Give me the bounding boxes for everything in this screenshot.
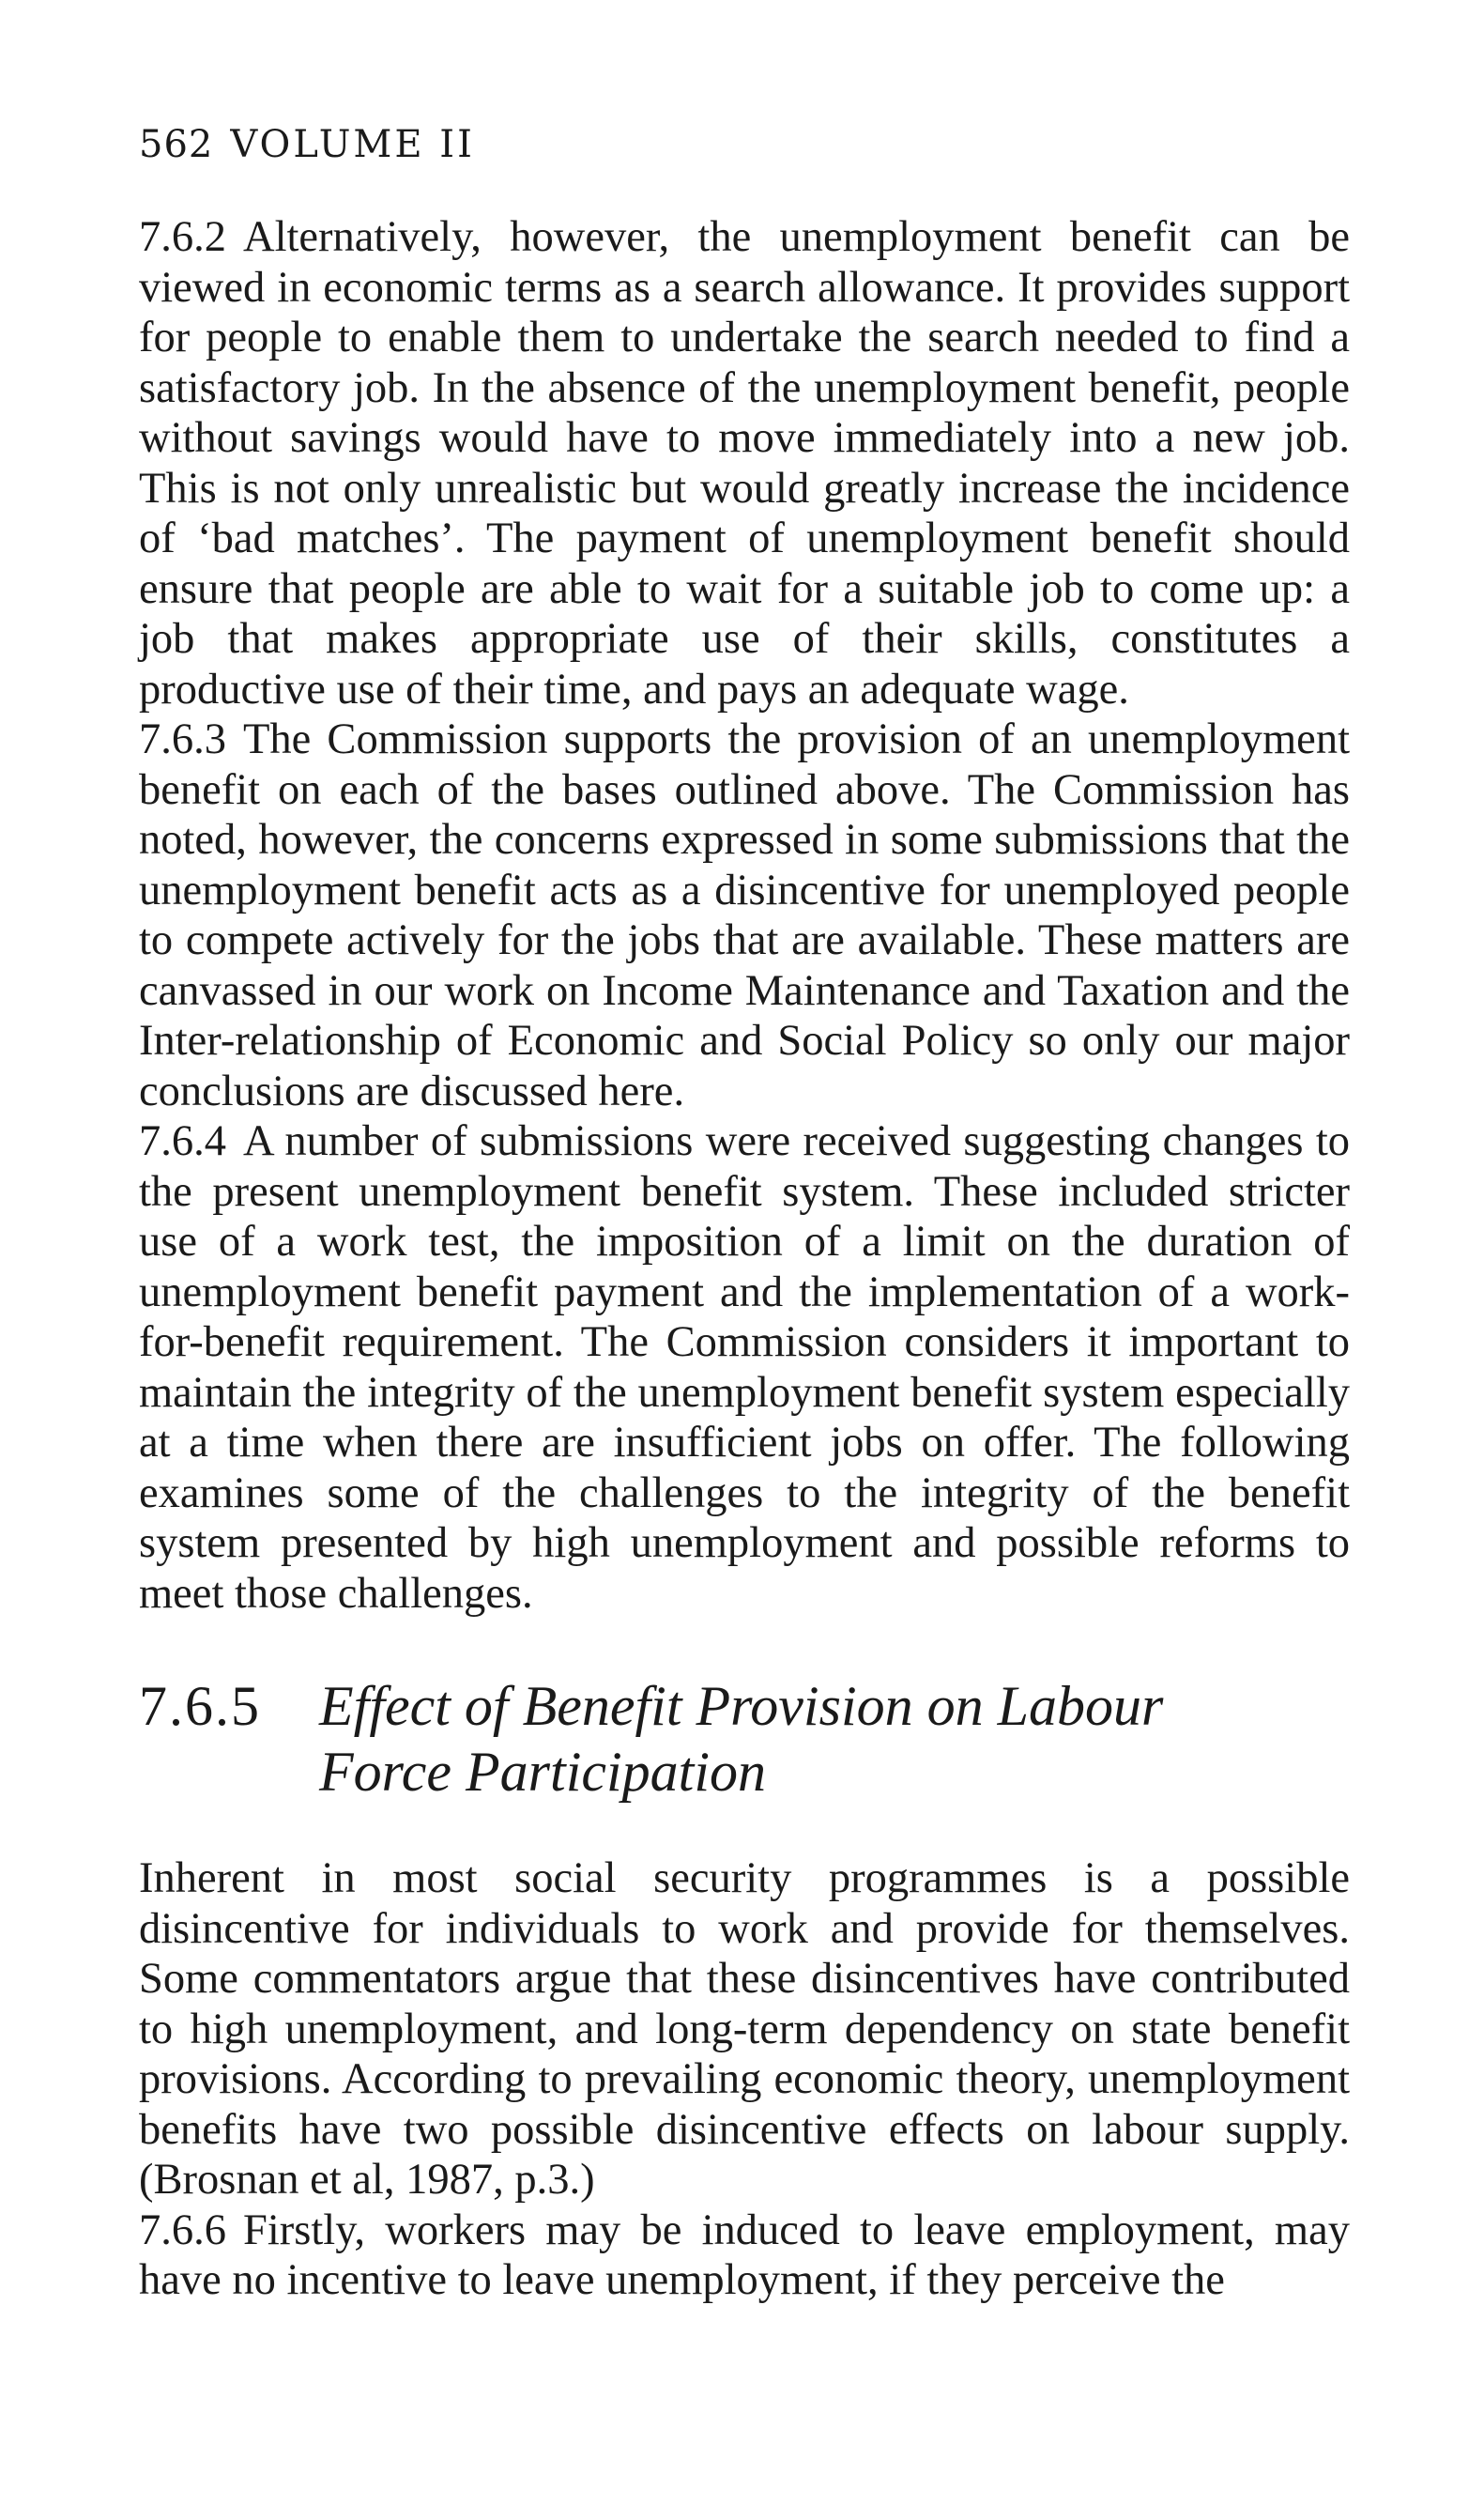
section-heading bbox=[139, 1673, 1350, 1805]
paragraph-number: 7.6.6 bbox=[139, 2205, 226, 2254]
paragraph-7-6-3 bbox=[139, 715, 1350, 1116]
paragraph-7-6-6 bbox=[139, 2205, 1350, 2306]
running-head bbox=[139, 120, 1350, 169]
paragraph-number: 7.6.4 bbox=[139, 1117, 226, 1165]
paragraph-text: Firstly, workers may be induced to leave employment, may have no incentive to leave unemployment, if they perceive the bbox=[139, 2205, 1350, 2304]
paragraph-number: 7.6.3 bbox=[139, 715, 226, 763]
paragraph-text: Alternatively, however, the unemployment benefit can be viewed in economic terms as a search allowance. It provides support for people to enable them to undertake the search needed to find a satisfactory job. In the absence of the unemployment benefit, people without savings would have to move immediately into a new job. This is not only unrealistic but would greatly increase the incidence of ‘bad matches’. The payment of unemployment benefit should ensure that people are able to wait for a suitable job to come up: a job that makes appropriate use of their skills, constitutes a productive use of their time, and pays an adequate wage. bbox=[139, 213, 1350, 714]
paragraph-number: 7.6.2 bbox=[139, 213, 226, 261]
paragraph-7-6-2 bbox=[139, 212, 1350, 715]
section-intro-paragraph bbox=[139, 1853, 1350, 2205]
paragraph-7-6-4 bbox=[139, 1116, 1350, 1619]
book-page bbox=[139, 120, 1350, 2306]
section-number: 7.6.5 bbox=[139, 1675, 261, 1737]
paragraph-text: The Commission supports the provision of an unemployment benefit on each of the bases outlined above. The Commission has noted, however, the concerns expressed in some submissions that the unemployment benefit acts as a disincentive for unemployed people to compete actively for the jobs that are available. These matters are canvassed in our work on Income Maintenance and Taxation and the Inter-relationship of Economic and Social Policy so only our major conclusions are discussed here. bbox=[139, 715, 1350, 1115]
paragraph-text: A number of submissions were received suggesting changes to the present unemployment benefit system. These included stricter use of a work test, the imposition of a limit on the duration of unemployment benefit payment and the implementation of a work-for-benefit requirement. The Commission considers it important to maintain the integrity of the unemployment benefit system especially at a time when there are insufficient jobs on offer. The following examines some of the challenges to the integrity of the benefit system presented by high unemployment and possible reforms to meet those challenges. bbox=[139, 1117, 1350, 1618]
section-title: Effect of Benefit Provision on Labour Force Participation bbox=[319, 1675, 1164, 1803]
paragraph-text: Inherent in most social security programmes is a possible disincentive for individuals to work and provide for themselves. Some commentators argue that these disincentives have contributed to high unemployment, and long-term dependency on state benefit provisions. According to prevailing economic theory, unemployment benefits have two possible disincentive effects on labour supply. (Brosnan et al, 1987, p.3.) bbox=[139, 1854, 1350, 2204]
page-number: 562 bbox=[139, 123, 214, 166]
volume-label: VOLUME II bbox=[230, 123, 475, 166]
